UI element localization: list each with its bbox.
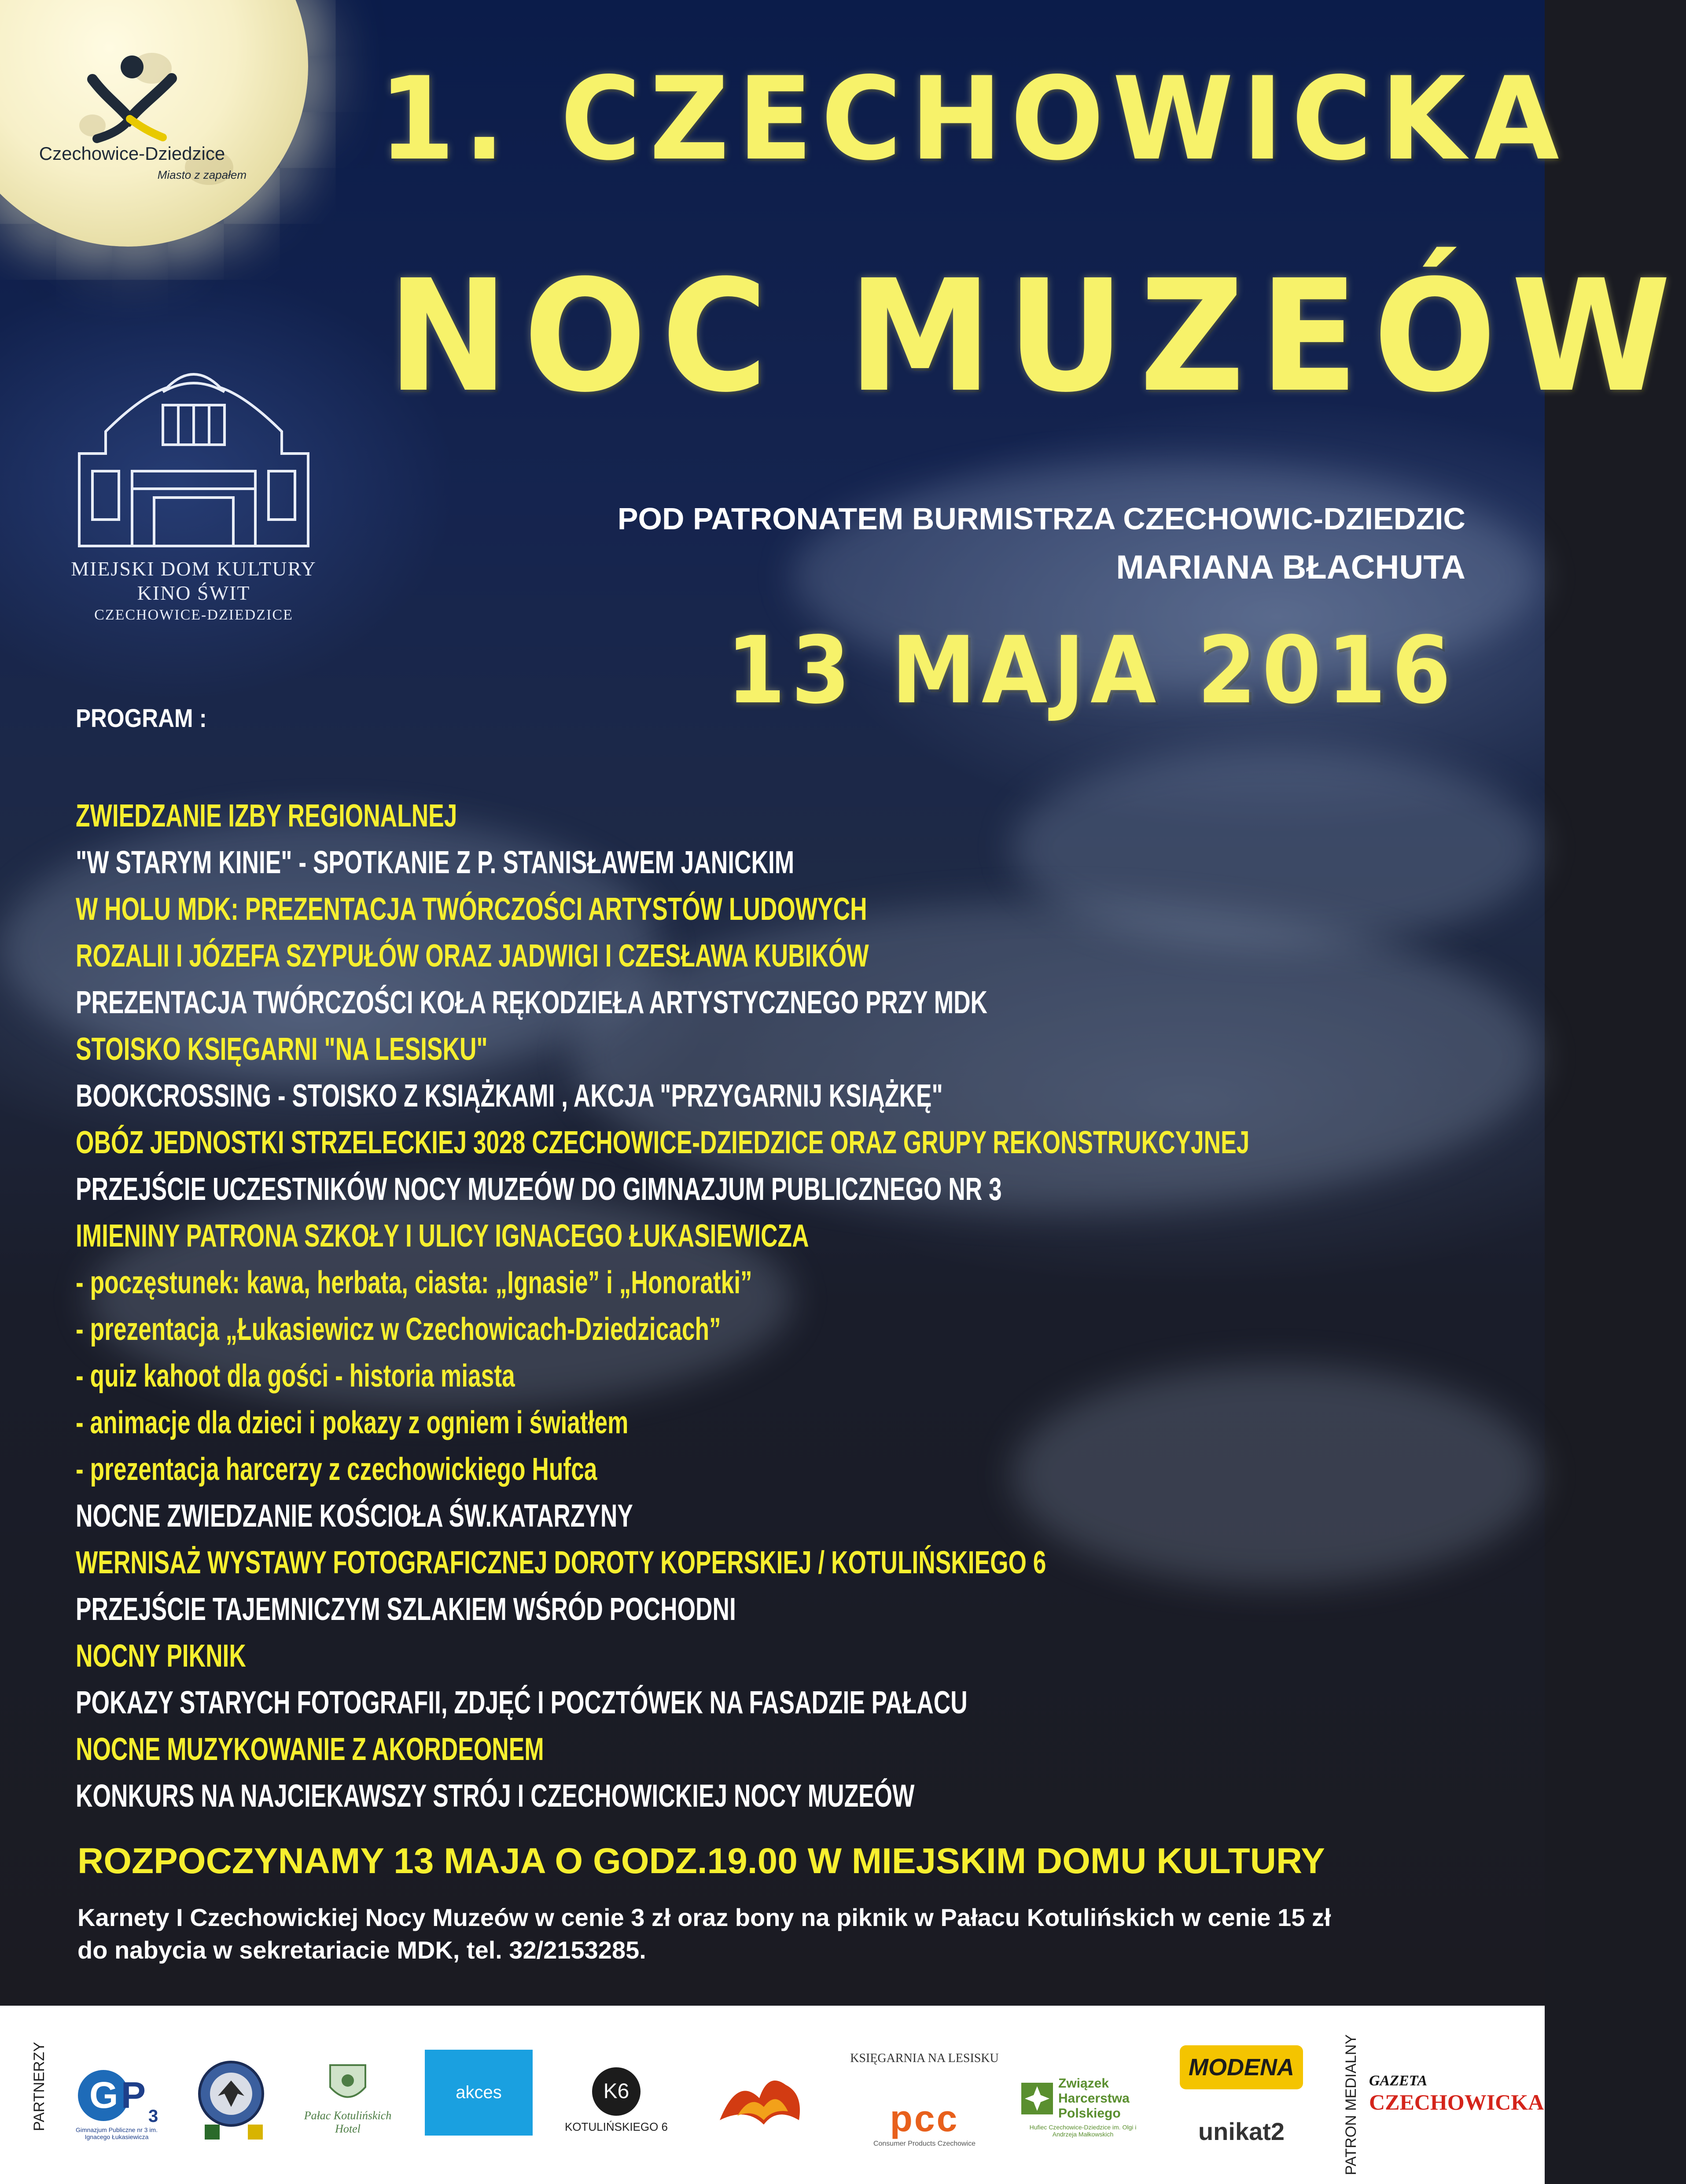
fire-show-logo	[709, 2063, 814, 2138]
akces-text: akces	[456, 2083, 502, 2102]
program-item: - poczęstunek: kawa, herbata, ciasta: „Ignasie” i „Honoratki”	[76, 1265, 752, 1300]
mdk-city: CZECHOWICE-DZIEDZICE	[94, 607, 293, 623]
program-item: ROZALII I JÓZEFA SZYPUŁÓW ORAZ JADWIGI I CZESŁAWA KUBIKÓW	[76, 938, 869, 974]
pcc-logo	[858, 2089, 990, 2155]
start-announcement: ROZPOCZYNAMY 13 MAJA O GODZ.19.00 W MIEJSKIM DOMU KULTURY	[77, 1841, 1325, 1881]
gp3-logo	[66, 2054, 167, 2151]
program-item: KONKURS NA NAJCIEKAWSZY STRÓJ I CZECHOWICKIEJ NOCY MUZEÓW	[76, 1778, 915, 1814]
akces-logo	[425, 2050, 533, 2136]
patron-name: MARIANA BŁACHUTA	[1116, 549, 1465, 586]
program-item: POKAZY STARYCH FOTOGRAFII, ZDJĘĆ I POCZTÓWEK NA FASADZIE PAŁACU	[76, 1685, 968, 1720]
program-item: PRZEJŚCIE TAJEMNICZYM SZLAKIEM WŚRÓD POCHODNI	[76, 1592, 736, 1627]
program-item: "W STARYM KINIE" - SPOTKANIE Z P. STANISŁAWEM JANICKIM	[76, 845, 795, 880]
program-item: ZWIEDZANIE IZBY REGIONALNEJ	[76, 798, 457, 834]
tickets-line: Karnety I Czechowickiej Nocy Muzeów w cenie 3 zł oraz bony na piknik w Pałacu Kotulińskich w cenie 15 zł	[77, 1904, 1331, 1931]
city-logo-slogan: Miasto z zapałem	[157, 168, 247, 181]
svg-text:P: P	[121, 2074, 146, 2116]
patronage-line: POD PATRONATEM BURMISTRZA CZECHOWIC-DZIEDZIC	[617, 502, 1465, 536]
shooting-unit-logo	[194, 2050, 269, 2147]
program-item: - prezentacja harcerzy z czechowickiego Hufca	[76, 1452, 597, 1487]
svg-text:G: G	[89, 2074, 118, 2116]
palace-logo	[304, 2050, 392, 2147]
gazeta-czechowicka-logo	[1369, 2059, 1544, 2129]
program-list	[76, 793, 1484, 1819]
tickets-info	[77, 1901, 1486, 1966]
sponsors-footer	[0, 2006, 1545, 2184]
tickets-line: do nabycia w sekretariacie MDK, tel. 32/2153285.	[77, 1936, 646, 1964]
event-date: 13 MAJA 2016	[726, 616, 1457, 724]
event-title-line1: 1. CZECHOWICKA	[379, 53, 1568, 186]
city-logo-figure-icon	[18, 53, 247, 145]
pcc-text: pcc	[890, 2097, 959, 2139]
mdk-name: MIEJSKI DOM KULTURY	[71, 557, 317, 580]
unikat2-logo	[1175, 2111, 1307, 2151]
program-item: STOISKO KSIĘGARNI "NA LESISKU"	[76, 1032, 488, 1067]
eagle-emblem-icon	[196, 2054, 266, 2142]
gazeta-main: CZECHOWICKA	[1369, 2090, 1544, 2114]
program-label: PROGRAM :	[76, 704, 207, 733]
scout-cross-icon	[1020, 2081, 1055, 2116]
bookshop-logo	[845, 2045, 1004, 2072]
program-item: BOOKCROSSING - STOISKO Z KSIĄŻKAMI , AKCJA "PRZYGARNIJ KSIĄŻKĘ"	[76, 1078, 943, 1114]
gazeta-top: GAZETA	[1369, 2073, 1428, 2089]
zhp-caption: Hufiec Czechowice-Dziedzice im. Olgi i Andrzeja Małkowskich	[1029, 2124, 1137, 2138]
program-item: IMIENINY PATRONA SZKOŁY I ULICY IGNACEGO ŁUKASIEWICZA	[76, 1218, 809, 1254]
program-item: - quiz kahoot dla gości - historia miasta	[76, 1358, 515, 1394]
gp3-icon	[73, 2065, 161, 2126]
kotulinskiego6-logo	[559, 2056, 674, 2144]
k6-badge: K6	[592, 2067, 641, 2116]
pcc-caption: Consumer Products Czechowice	[873, 2140, 976, 2147]
program-item: NOCNE MUZYKOWANIE Z AKORDEONEM	[76, 1732, 544, 1767]
program-item: PREZENTACJA TWÓRCZOŚCI KOŁA RĘKODZIEŁA ARTYSTYCZNEGO PRZY MDK	[76, 985, 988, 1020]
partners-label: PARTNERZY	[31, 2042, 48, 2131]
unikat2-text: unikat2	[1198, 2117, 1285, 2145]
program-item: NOCNY PIKNIK	[76, 1638, 246, 1674]
gp3-caption: Gimnazjum Publiczne nr 3 im. Ignacego Łukasiewicza	[76, 2126, 158, 2140]
program-item: - prezentacja „Łukasiewicz w Czechowicach-Dziedzicach”	[76, 1312, 721, 1347]
zhp-logo	[1017, 2059, 1149, 2155]
k6-caption: KOTULIŃSKIEGO 6	[564, 2120, 668, 2133]
palace-crest-icon	[321, 2061, 374, 2109]
program-item: WERNISAŻ WYSTAWY FOTOGRAFICZNEJ DOROTY KOPERSKIEJ / KOTULIŃSKIEGO 6	[76, 1545, 1046, 1580]
svg-text:3: 3	[148, 2107, 158, 2126]
modena-logo	[1180, 2045, 1303, 2089]
city-logo	[18, 53, 247, 198]
program-item: - animacje dla dzieci i pokazy z ogniem i światłem	[76, 1405, 629, 1440]
building-icon	[53, 343, 335, 550]
program-item: PRZEJŚCIE UCZESTNIKÓW NOCY MUZEÓW DO GIMNAZJUM PUBLICZNEGO NR 3	[76, 1172, 1002, 1207]
program-item: W HOLU MDK: PREZENTACJA TWÓRCZOŚCI ARTYSTÓW LUDOWYCH	[76, 892, 867, 927]
city-logo-name: Czechowice-Dziedzice	[39, 143, 225, 164]
bookshop-name: KSIĘGARNIA NA LESISKU	[850, 2051, 999, 2065]
mdk-cinema: KINO ŚWIT	[137, 582, 250, 604]
zhp-name: Związek Harcerstwa Polskiego	[1058, 2076, 1130, 2121]
zhp-header	[1020, 2076, 1146, 2121]
program-item: NOCNE ZWIEDZANIE KOŚCIOŁA ŚW.KATARZYNY	[76, 1498, 633, 1534]
palace-caption: Pałac Kotulińskich Hotel	[304, 2109, 392, 2135]
modena-text: MODENA	[1189, 2054, 1294, 2081]
mdk-logo	[53, 343, 335, 634]
flame-icon	[711, 2067, 812, 2133]
event-title-line2: NOC MUZEÓW	[387, 247, 1686, 426]
program-item: OBÓZ JEDNOSTKI STRZELECKIEJ 3028 CZECHOWICE-DZIEDZICE ORAZ GRUPY REKONSTRUKCYJNEJ	[76, 1125, 1250, 1160]
media-patron-label: PATRON MEDIALNY	[1343, 2034, 1359, 2175]
